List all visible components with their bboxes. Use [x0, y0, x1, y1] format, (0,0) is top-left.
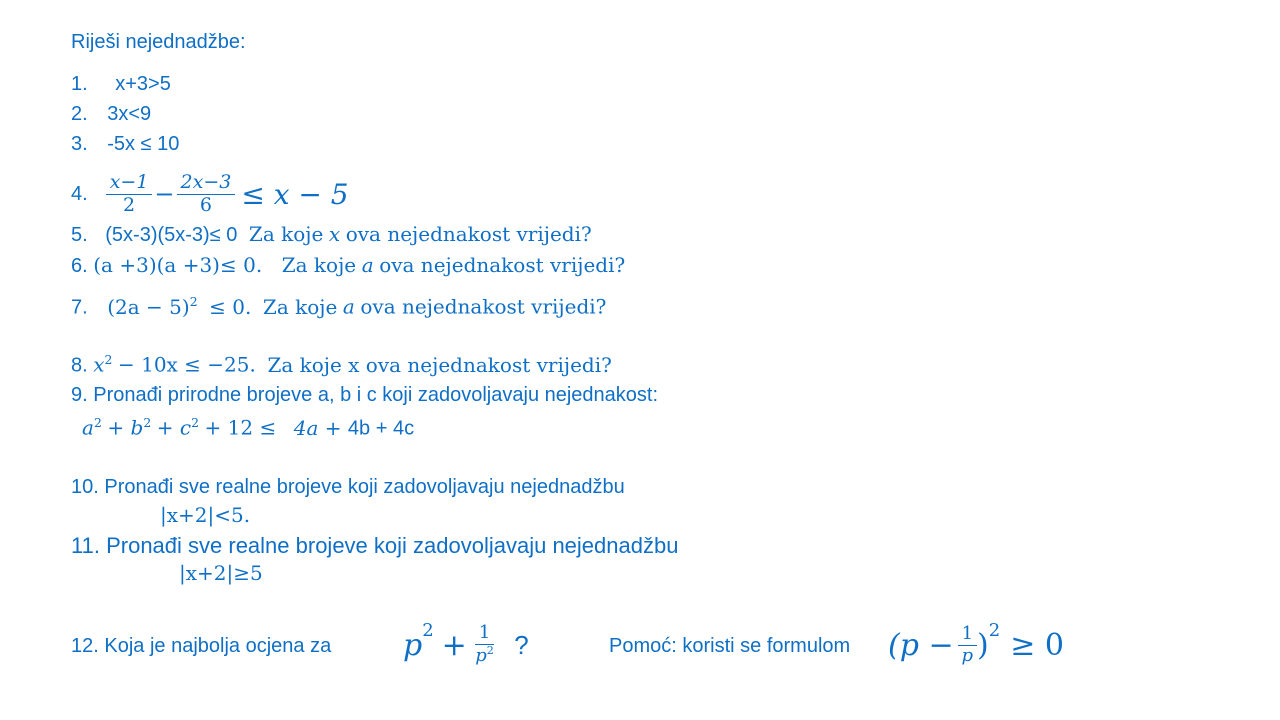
inequality-rhs: ≤ 0.: [209, 294, 252, 319]
exponent: 2: [104, 352, 113, 367]
fraction-denominator: 2: [123, 193, 136, 216]
item-expression: (5x-3)(5x-3)≤ 0: [105, 224, 238, 246]
hint-formula: [888, 614, 1064, 676]
item-text: Pronađi sve realne brojeve koji zadovoljavaju nejednadžbu: [106, 533, 679, 558]
item-4: [71, 165, 349, 223]
fraction-1: [106, 172, 153, 217]
item-number: 6.: [71, 255, 88, 277]
item-11: [71, 533, 678, 559]
item-10: [71, 476, 625, 499]
variable: x: [328, 222, 341, 246]
item-expression: − 10x ≤ −25.: [117, 352, 256, 377]
rhs-rest: 4b + 4c: [347, 417, 415, 440]
variable-c: + c: [156, 415, 192, 440]
rhs-term: 4a +: [293, 415, 348, 440]
item-text: Pronađi prirodne brojeve a, b i c koji zadovoljavaju nejednakost:: [93, 384, 659, 406]
question-suffix: ova nejednakost vrijedi?: [360, 294, 607, 319]
item-number: 12.: [71, 635, 99, 657]
item-expression: (a +3)(a +3)≤ 0.: [93, 253, 263, 277]
question-prefix: Za koje: [248, 222, 324, 246]
item-number: 7.: [71, 296, 88, 319]
item-expression: -5x ≤ 10: [107, 133, 180, 155]
item-7: [71, 294, 606, 320]
fraction: [475, 623, 494, 666]
item-1: [71, 73, 171, 96]
item-11-expression: |x+2|≥5: [179, 561, 263, 585]
variable-b: + b: [107, 415, 144, 440]
fraction-2: [177, 172, 236, 217]
fraction-numerator: 1: [475, 623, 494, 645]
item-3: [71, 133, 179, 156]
hint-open: (p −: [888, 627, 954, 663]
variable: a: [361, 253, 374, 277]
item-5: [71, 222, 592, 247]
item-text: Pronađi sve realne brojeve koji zadovoljavaju nejednadžbu: [104, 476, 625, 498]
inequality: + 12 ≤: [204, 415, 277, 440]
fraction-denominator: 6: [199, 193, 212, 216]
page-title: Riješi nejednadžbe:: [71, 31, 246, 53]
item-expression: x+3>5: [115, 73, 171, 95]
question-prefix: Za koje: [281, 253, 357, 277]
item-text: Koja je najbolja ocjena za: [104, 635, 332, 657]
item-number: 11.: [71, 533, 100, 558]
variable-a: a: [82, 415, 94, 440]
item-9: [71, 384, 658, 407]
item-10-expression: |x+2|<5.: [160, 503, 251, 527]
question-mark: ?: [514, 629, 529, 660]
item-8: [71, 352, 612, 378]
item-expression: 3x<9: [107, 103, 152, 125]
item-number: 5.: [71, 224, 88, 246]
item-number: 8.: [71, 354, 88, 377]
exponent: 2: [191, 415, 199, 430]
minus-sign: −: [154, 180, 175, 208]
item-number: 4.: [71, 182, 88, 205]
item-number: 9.: [71, 384, 88, 406]
item-number: 1.: [71, 73, 88, 95]
exponent: 2: [93, 415, 102, 430]
item-number: 10.: [71, 476, 99, 498]
item-expression: (2a − 5): [107, 294, 190, 319]
item-2: [71, 103, 151, 126]
exponent: 2: [422, 620, 434, 641]
item-number: 2.: [71, 103, 88, 125]
fraction-numerator: 2x−3: [177, 172, 236, 195]
fraction: [958, 624, 977, 666]
hint-rhs: ≥ 0: [1010, 627, 1064, 663]
item-12-expression: [403, 614, 529, 676]
fraction-denominator: p: [961, 644, 974, 666]
plus-sign: +: [441, 627, 467, 663]
exponent: 2: [988, 620, 1001, 641]
item-number: 3.: [71, 133, 88, 155]
item-6: [71, 253, 625, 278]
variable: x: [93, 352, 105, 377]
question: Za koje x ova nejednakost vrijedi?: [267, 352, 612, 377]
fraction-denominator: $p^2$: [475, 644, 494, 666]
inequality-rhs: ≤ x − 5: [241, 177, 349, 211]
item-9-expression: [82, 415, 414, 441]
question-prefix: Za koje: [262, 294, 338, 319]
exponent: 2: [189, 294, 198, 309]
variable-p: p: [403, 627, 423, 663]
hint-close: ): [977, 627, 989, 663]
variable: a: [342, 294, 355, 319]
exponent: 2: [143, 415, 152, 430]
fraction-numerator: x−1: [106, 172, 153, 195]
item-12: [71, 635, 331, 658]
question-suffix: ova nejednakost vrijedi?: [379, 253, 626, 277]
question-suffix: ova nejednakost vrijedi?: [345, 222, 592, 246]
fraction-numerator: 1: [958, 624, 977, 646]
hint-label: Pomoć: koristi se formulom: [609, 635, 851, 657]
